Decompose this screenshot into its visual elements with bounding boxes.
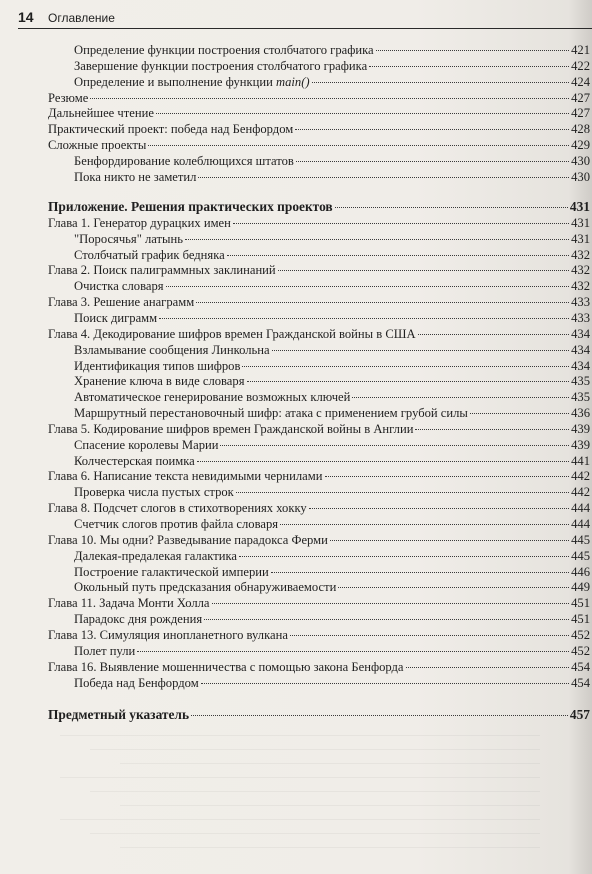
dot-leader [196, 290, 569, 303]
toc-entry-title: Глава 11. Задача Монти Холла [48, 596, 210, 611]
dot-leader [330, 528, 569, 541]
toc-entry-title: Проверка числа пустых строк [74, 485, 234, 500]
toc-entry-title: Дальнейшее чтение [48, 106, 154, 121]
dot-leader [295, 117, 569, 130]
dot-leader [470, 401, 569, 414]
toc-entry-page: 433 [571, 310, 590, 325]
toc-entry-title: Хранение ключа в виде словаря [74, 374, 245, 389]
dot-leader [204, 607, 569, 620]
toc-entry-page: 431 [571, 215, 590, 230]
toc-entry-title: Колчестерская поимка [74, 453, 195, 468]
dot-leader [201, 671, 569, 684]
dot-leader [369, 54, 569, 67]
toc-entry-title: Полет пули [74, 643, 136, 658]
show-through-line [60, 819, 540, 820]
toc-entry-title: Определение и выполнение функции main() [74, 74, 310, 89]
toc-entry-title: Сложные проекты [48, 138, 147, 153]
toc-entry-page: 439 [571, 421, 590, 436]
toc-entry-title: Глава 1. Генератор дурацких имен [48, 215, 231, 230]
toc-entry-title: Спасение королевы Марии [74, 437, 219, 452]
show-through-line [90, 833, 540, 834]
dot-leader [233, 211, 569, 224]
toc-entry-title: Глава 16. Выявление мошенничества с помощью закона Бенфорда [48, 659, 404, 674]
dot-leader [271, 560, 569, 573]
running-title: Оглавление [48, 11, 115, 25]
dot-leader [352, 385, 569, 398]
toc-entry-page: 444 [571, 517, 590, 531]
show-through-line [90, 749, 540, 750]
toc-entry-title: Бенфордирование колеблющихся штатов [74, 153, 294, 168]
toc-entry-title: Завершение функции построения столбчатого графика [74, 58, 368, 73]
toc-entry-page: 435 [571, 374, 590, 389]
toc-entry-title: Маршрутный перестановочный шифр: атака с применением грубой силы [74, 406, 468, 421]
toc-entry-title: Глава 6. Написание текста невидимыми чернилами [48, 469, 323, 484]
toc-entry-page: 454 [571, 675, 590, 690]
dot-leader [198, 165, 569, 178]
toc-entry-title: Глава 8. Подсчет слогов в стихотворениях хокку [48, 501, 307, 516]
show-through-line [60, 735, 540, 736]
toc-entry-page: 452 [571, 627, 590, 642]
toc-entry-title: Практический проект: победа над Бенфордом [48, 122, 294, 137]
toc-entry-title: Предметный указатель [48, 707, 190, 722]
toc-entry-page: 427 [571, 90, 590, 105]
toc-entry-title: "Поросячья" латынь [74, 231, 183, 246]
toc-entry-page: 434 [571, 342, 590, 357]
toc-entry-title: Счетчик слогов против файла словаря [74, 517, 279, 531]
toc-entry-title: Идентификация типов шифров [74, 358, 241, 373]
dot-leader [335, 195, 568, 208]
toc-entry[interactable] [74, 168, 590, 184]
toc-entry-title: Окольный путь предсказания обнаруживаемости [74, 580, 337, 595]
toc-entry-title: Пока никто не заметил [74, 169, 197, 184]
toc-entry-page: 451 [571, 596, 590, 611]
toc-entry-page: 441 [571, 453, 590, 468]
dot-leader [197, 449, 569, 462]
toc-entry-page: 433 [571, 295, 590, 310]
toc-entry-title: Автоматическое генерирование возможных ключей [74, 390, 351, 405]
toc-entry-page: 449 [571, 580, 590, 595]
dot-leader [290, 623, 569, 636]
toc-entry-title: Глава 4. Декодирование шифров времен Гражданской войны в США [48, 326, 416, 341]
toc-entry-page: 431 [571, 231, 590, 246]
dot-leader [415, 417, 569, 430]
show-through-line [90, 791, 540, 792]
toc-entry-page: 451 [571, 612, 590, 627]
dot-leader [236, 480, 569, 493]
dot-leader [227, 243, 569, 256]
toc-entry-page: 452 [571, 643, 590, 658]
toc-entry-title: Построение галактической империи [74, 564, 269, 579]
dot-leader [272, 338, 570, 351]
toc-entry-title: Глава 13. Симуляция инопланетного вулкана [48, 627, 288, 642]
toc-entry-title: Поиск диграмм [74, 310, 158, 325]
toc-entry-page: 432 [571, 263, 590, 278]
toc-entry-title: Глава 2. Поиск палиграммных заклинаний [48, 263, 276, 278]
dot-leader [242, 354, 569, 367]
dot-leader [247, 369, 570, 382]
toc-entry-page: 445 [571, 532, 590, 547]
toc-entry-page: 427 [571, 106, 590, 121]
toc-entry-page: 434 [571, 326, 590, 341]
toc-entry-page: 435 [571, 390, 590, 405]
dot-leader [212, 591, 570, 604]
page-number: 14 [18, 9, 34, 25]
toc-entry-title: Глава 3. Решение анаграмм [48, 295, 195, 310]
dot-leader [159, 306, 569, 319]
toc-section-heading[interactable] [48, 706, 590, 722]
toc-entry-page: 422 [571, 58, 590, 73]
toc-entry-page: 442 [571, 485, 590, 500]
toc-entry-page: 445 [571, 548, 590, 563]
toc-entry-title: Определение функции построения столбчатого графика [74, 43, 374, 57]
dot-leader [338, 575, 569, 588]
dot-leader [239, 544, 569, 557]
page-header [18, 8, 592, 29]
dot-leader [418, 322, 570, 335]
toc-entry-title: Приложение. Решения практических проектов [48, 199, 333, 214]
dot-leader [156, 101, 569, 114]
toc-entry-title: Столбчатый график бедняка [74, 247, 225, 262]
dot-leader [278, 258, 569, 271]
dot-leader [220, 433, 569, 446]
dot-leader [191, 703, 568, 716]
toc-entry[interactable] [74, 674, 590, 690]
dot-leader [90, 86, 569, 99]
dot-leader [376, 38, 569, 51]
toc-entry-page: 454 [571, 659, 590, 674]
dot-leader [309, 496, 569, 509]
dot-leader [137, 639, 569, 652]
dot-leader [166, 274, 570, 287]
show-through-line [120, 805, 540, 806]
toc-entry-title: Очистка словаря [74, 279, 164, 294]
toc-entry-page: 457 [569, 707, 590, 722]
toc-entry-page: 428 [571, 122, 590, 137]
toc-entry-page: 432 [571, 279, 590, 294]
dot-leader [296, 149, 569, 162]
dot-leader [185, 227, 569, 240]
show-through-line [120, 763, 540, 764]
dot-leader [148, 133, 569, 146]
toc-entry-page: 424 [571, 74, 590, 89]
dot-leader [325, 464, 570, 477]
toc-entry-page: 436 [571, 406, 590, 421]
toc-entry-page: 434 [571, 358, 590, 373]
toc-entry-title: Парадокс дня рождения [74, 612, 203, 627]
dot-leader [280, 512, 569, 525]
toc-entry-page: 431 [569, 199, 590, 214]
show-through-line [60, 777, 540, 778]
toc-entry-page: 442 [571, 469, 590, 484]
toc-entry-page: 439 [571, 437, 590, 452]
toc-entry-title: Глава 5. Кодирование шифров времен Гражданской войны в Англии [48, 421, 414, 436]
toc-entry-title: Резюме [48, 90, 89, 105]
toc-entry-title: Взламывание сообщения Линкольна [74, 342, 270, 357]
toc-entry-page: 432 [571, 247, 590, 262]
toc-entry-title: Далекая-предалекая галактика [74, 548, 238, 563]
toc-entry-title: Глава 10. Мы одни? Разведывание парадокса Ферми [48, 532, 328, 547]
show-through-line [120, 847, 540, 848]
dot-leader [406, 655, 570, 668]
toc-entry-page: 430 [571, 153, 590, 168]
toc-entry-page: 446 [571, 564, 590, 579]
toc-entry-page: 444 [571, 501, 590, 516]
toc-entry-page: 421 [571, 43, 590, 57]
toc-entry-page: 429 [571, 138, 590, 153]
toc-entry-title: Победа над Бенфордом [74, 675, 199, 690]
toc-entry-page: 430 [571, 169, 590, 184]
dot-leader [312, 70, 570, 83]
